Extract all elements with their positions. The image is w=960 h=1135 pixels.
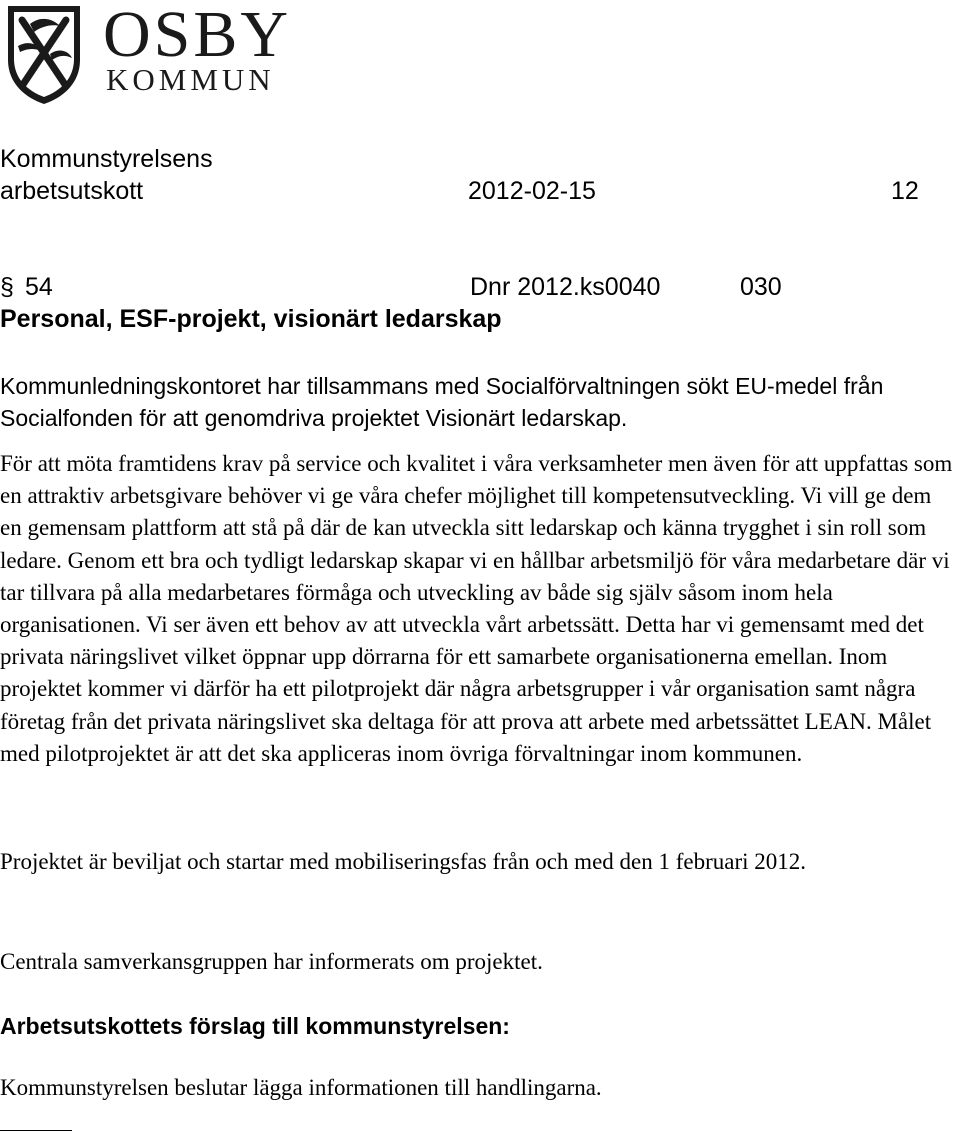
paragraph-background: Kommunledningskontoret har tillsammans med Socialförvaltningen sökt EU-medel från Socialfonden för att genomdriva projektet Visionärt ledarskap. [0,373,884,431]
section-title: Personal, ESF-projekt, visionärt ledarskap [0,305,502,333]
proposal-text: Kommunstyrelsen beslutar lägga informationen till handlingarna. [0,1075,602,1100]
proposal-heading: Arbetsutskottets förslag till kommunstyrelsen: [0,1013,510,1039]
signature-rule [0,1130,72,1131]
meeting-date: 2012-02-15 [468,177,596,205]
logo-name: OSBY [103,0,292,71]
classification-code: 030 [740,273,782,301]
body-name-line1: Kommunstyrelsens [0,145,213,173]
section-symbol: § [0,273,14,301]
paragraph-status: Projektet är beviljat och startar med mobiliseringsfas från och med den 1 februari 2012. [0,849,807,874]
coat-of-arms-icon [0,2,92,106]
paragraph-motivation: För att möta framtidens krav på service och kvalitet i våra verksamheter men även för att uppfattas som en attraktiv arbetsgivare behöver vi ge våra chefer möjlighet till kompetensutveckling. Vi vill ge dem en gemensam plattform att stå på där de kan utveckla sitt ledarskap och känna trygghet i sin roll som ledare. Genom ett bra och tydligt ledarskap skapar vi en hållbar arbetsmiljö för våra medarbetare där vi tar tillvara på alla medarbetares förmåga och utveckling av både sig själv såsom inom hela organisationen. Vi ser även ett behov av att utveckla vårt arbetssätt. Detta har vi gemensamt med det privata näringslivet vilket öppnar upp dörrarna för ett samarbete organisationerna emellan. Inom projektet kommer vi därför ha ett pilotprojekt där några arbetsgrupper i vår organisation samt några företag från det privata näringslivet ska deltaga för att prova att arbete med arbetssättet LEAN. Målet med pilotprojektet är att det ska appliceras inom övriga förvaltningar inom kommunen. [0,451,953,766]
diary-number: Dnr 2012.ks0040 [470,273,661,301]
paragraph-information: Centrala samverkansgruppen har informerats om projektet. [0,949,543,974]
page-number: 12 [891,177,919,205]
body-name-line2: arbetsutskott [0,177,144,205]
section-number: 54 [25,273,53,301]
logo-subtitle: KOMMUN [106,62,275,97]
municipality-logo [0,0,292,110]
